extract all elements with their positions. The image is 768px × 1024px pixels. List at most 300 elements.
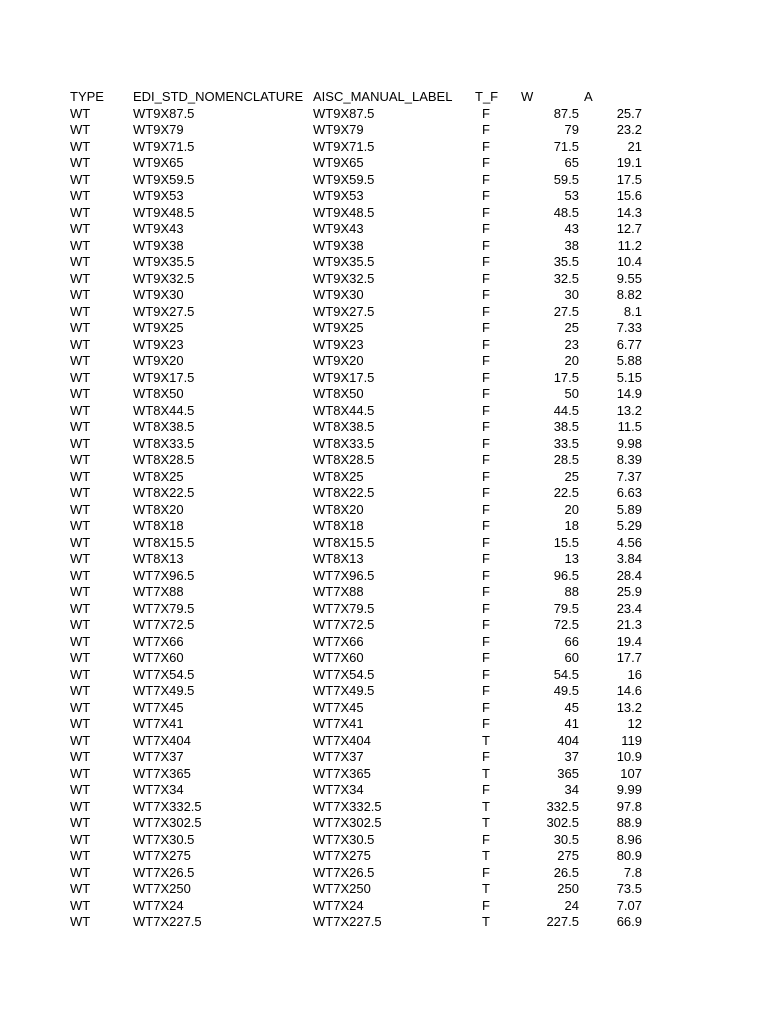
table-row: [0, 320, 768, 337]
cell-aisc-manual-label: WT9X79: [313, 122, 364, 137]
cell-a: 14.3: [616, 204, 642, 220]
table-row: [0, 584, 768, 601]
cell-w: 79.5: [553, 600, 579, 616]
cell-t-f: F: [482, 204, 490, 220]
cell-edi-std-nomenclature: WT8X33.5: [133, 435, 195, 451]
cell-type: WT: [70, 534, 91, 550]
table-row: [0, 502, 768, 519]
cell-type: WT: [70, 914, 91, 929]
table-row: [0, 733, 768, 750]
cell-edi-std-nomenclature: WT9X43: [133, 221, 184, 236]
cell-w: 24: [564, 897, 579, 913]
table-row: [0, 865, 768, 882]
cell-type: WT: [70, 567, 91, 583]
cell-edi-std-nomenclature: WT7X45: [133, 699, 184, 715]
header-edi-std-nomenclature: EDI_STD_NOMENCLATURE: [133, 89, 304, 104]
cell-a: 7.8: [623, 864, 642, 880]
cell-w: 38.5: [553, 419, 579, 434]
cell-a: 19.1: [616, 155, 642, 170]
cell-w: 30.5: [553, 831, 579, 847]
cell-w: 275: [557, 848, 579, 863]
cell-type: WT: [70, 353, 91, 368]
cell-w: 20: [564, 501, 579, 517]
cell-a: 21.3: [616, 617, 642, 632]
cell-type: WT: [70, 782, 91, 797]
cell-t-f: T: [482, 798, 490, 814]
cell-type: WT: [70, 171, 91, 187]
cell-a: 14.9: [616, 386, 642, 401]
cell-w: 32.5: [553, 270, 579, 286]
cell-edi-std-nomenclature: WT7X404: [133, 732, 191, 748]
cell-w: 53: [564, 188, 579, 203]
table-row: [0, 139, 768, 156]
cell-edi-std-nomenclature: WT8X15.5: [133, 534, 195, 550]
cell-t-f: F: [482, 171, 490, 187]
table-row: [0, 634, 768, 651]
table-row: [0, 419, 768, 436]
cell-type: WT: [70, 105, 91, 121]
cell-t-f: F: [482, 287, 490, 302]
cell-t-f: F: [482, 336, 490, 352]
cell-w: 25: [564, 320, 579, 335]
header-a: A: [584, 89, 593, 104]
cell-aisc-manual-label: WT7X41: [313, 716, 364, 731]
cell-t-f: F: [482, 402, 490, 418]
cell-edi-std-nomenclature: WT7X60: [133, 650, 184, 665]
cell-aisc-manual-label: WT7X45: [313, 699, 364, 715]
cell-a: 25.7: [616, 105, 642, 121]
cell-edi-std-nomenclature: WT9X27.5: [133, 303, 195, 319]
cell-edi-std-nomenclature: WT9X79: [133, 122, 184, 137]
cell-aisc-manual-label: WT7X88: [313, 584, 364, 599]
cell-t-f: F: [482, 749, 490, 764]
header-aisc-manual-label: AISC_MANUAL_LABEL: [313, 89, 453, 104]
cell-aisc-manual-label: WT7X72.5: [313, 617, 375, 632]
table-row: [0, 485, 768, 502]
cell-w: 49.5: [553, 683, 579, 698]
cell-aisc-manual-label: WT9X43: [313, 221, 364, 236]
cell-edi-std-nomenclature: WT9X17.5: [133, 369, 195, 385]
cell-a: 23.4: [616, 600, 642, 616]
cell-t-f: F: [482, 122, 490, 137]
table-row: [0, 254, 768, 271]
cell-a: 88.9: [616, 815, 642, 830]
cell-a: 15.6: [616, 188, 642, 203]
table-row: [0, 832, 768, 849]
cell-w: 44.5: [553, 402, 579, 418]
cell-t-f: F: [482, 270, 490, 286]
cell-type: WT: [70, 336, 91, 352]
cell-type: WT: [70, 848, 91, 863]
cell-t-f: F: [482, 782, 490, 797]
cell-aisc-manual-label: WT9X53: [313, 188, 364, 203]
cell-aisc-manual-label: WT8X44.5: [313, 402, 375, 418]
cell-w: 79: [564, 122, 579, 137]
cell-edi-std-nomenclature: WT9X32.5: [133, 270, 195, 286]
cell-type: WT: [70, 188, 91, 203]
cell-w: 18: [564, 518, 579, 533]
cell-a: 13.2: [616, 699, 642, 715]
cell-t-f: F: [482, 221, 490, 236]
cell-a: 73.5: [616, 881, 642, 896]
cell-edi-std-nomenclature: WT9X30: [133, 287, 184, 302]
cell-aisc-manual-label: WT7X365: [313, 765, 371, 781]
cell-w: 87.5: [553, 105, 579, 121]
cell-w: 27.5: [553, 303, 579, 319]
cell-type: WT: [70, 204, 91, 220]
cell-w: 72.5: [553, 617, 579, 632]
cell-a: 66.9: [616, 914, 642, 929]
cell-type: WT: [70, 320, 91, 335]
cell-type: WT: [70, 485, 91, 500]
cell-t-f: F: [482, 633, 490, 649]
cell-aisc-manual-label: WT7X54.5: [313, 666, 375, 682]
cell-t-f: F: [482, 518, 490, 533]
cell-t-f: F: [482, 138, 490, 154]
table-row: [0, 898, 768, 915]
cell-w: 25: [564, 468, 579, 484]
cell-t-f: F: [482, 188, 490, 203]
cell-edi-std-nomenclature: WT7X24: [133, 897, 184, 913]
cell-t-f: F: [482, 320, 490, 335]
cell-type: WT: [70, 402, 91, 418]
table-row: [0, 551, 768, 568]
cell-type: WT: [70, 551, 91, 566]
cell-w: 96.5: [553, 567, 579, 583]
cell-aisc-manual-label: WT7X404: [313, 732, 371, 748]
cell-edi-std-nomenclature: WT8X22.5: [133, 485, 195, 500]
cell-type: WT: [70, 732, 91, 748]
cell-aisc-manual-label: WT9X23: [313, 336, 364, 352]
cell-edi-std-nomenclature: WT7X332.5: [133, 798, 202, 814]
cell-aisc-manual-label: WT8X33.5: [313, 435, 375, 451]
cell-w: 20: [564, 353, 579, 368]
cell-edi-std-nomenclature: WT8X50: [133, 386, 184, 401]
cell-edi-std-nomenclature: WT7X79.5: [133, 600, 195, 616]
cell-a: 10.9: [616, 749, 642, 764]
table-row: [0, 667, 768, 684]
cell-aisc-manual-label: WT9X59.5: [313, 171, 375, 187]
header-t-f: T_F: [475, 89, 499, 104]
cell-w: 28.5: [553, 452, 579, 467]
cell-aisc-manual-label: WT9X48.5: [313, 204, 375, 220]
cell-aisc-manual-label: WT7X30.5: [313, 831, 375, 847]
cell-a: 119: [621, 732, 642, 748]
cell-a: 6.77: [616, 336, 642, 352]
cell-aisc-manual-label: WT9X17.5: [313, 369, 375, 385]
cell-w: 65: [564, 155, 579, 170]
cell-aisc-manual-label: WT7X49.5: [313, 683, 375, 698]
cell-edi-std-nomenclature: WT7X88: [133, 584, 184, 599]
cell-t-f: F: [482, 567, 490, 583]
cell-a: 6.63: [616, 485, 642, 500]
cell-t-f: T: [482, 815, 490, 830]
cell-t-f: F: [482, 303, 490, 319]
cell-aisc-manual-label: WT7X332.5: [313, 798, 382, 814]
cell-t-f: F: [482, 254, 490, 269]
cell-w: 22.5: [553, 485, 579, 500]
cell-type: WT: [70, 518, 91, 533]
cell-w: 365: [557, 765, 579, 781]
cell-edi-std-nomenclature: WT8X13: [133, 551, 184, 566]
cell-a: 5.89: [616, 501, 642, 517]
cell-edi-std-nomenclature: WT7X302.5: [133, 815, 202, 830]
cell-w: 48.5: [553, 204, 579, 220]
cell-type: WT: [70, 419, 91, 434]
cell-a: 17.5: [616, 171, 642, 187]
cell-type: WT: [70, 897, 91, 913]
table-body: [0, 106, 768, 931]
cell-aisc-manual-label: WT8X20: [313, 501, 364, 517]
cell-t-f: T: [482, 914, 490, 929]
cell-a: 10.4: [616, 254, 642, 269]
cell-a: 13.2: [616, 402, 642, 418]
table-row: [0, 716, 768, 733]
cell-edi-std-nomenclature: WT7X72.5: [133, 617, 195, 632]
cell-aisc-manual-label: WT8X50: [313, 386, 364, 401]
cell-type: WT: [70, 452, 91, 467]
table-row: [0, 106, 768, 123]
cell-w: 38: [564, 237, 579, 253]
cell-a: 8.82: [616, 287, 642, 302]
cell-edi-std-nomenclature: WT9X23: [133, 336, 184, 352]
cell-t-f: F: [482, 650, 490, 665]
cell-type: WT: [70, 815, 91, 830]
cell-aisc-manual-label: WT7X96.5: [313, 567, 375, 583]
cell-a: 107: [620, 765, 642, 781]
cell-t-f: F: [482, 237, 490, 253]
cell-edi-std-nomenclature: WT7X275: [133, 848, 191, 863]
cell-t-f: F: [482, 485, 490, 500]
table-row: [0, 848, 768, 865]
cell-a: 4.56: [616, 534, 642, 550]
table-row: [0, 155, 768, 172]
cell-edi-std-nomenclature: WT7X365: [133, 765, 191, 781]
cell-aisc-manual-label: WT9X25: [313, 320, 364, 335]
cell-aisc-manual-label: WT9X30: [313, 287, 364, 302]
cell-type: WT: [70, 617, 91, 632]
cell-type: WT: [70, 155, 91, 170]
cell-w: 404: [557, 732, 579, 748]
cell-edi-std-nomenclature: WT7X49.5: [133, 683, 195, 698]
cell-t-f: F: [482, 534, 490, 550]
cell-t-f: T: [482, 732, 490, 748]
cell-t-f: F: [482, 617, 490, 632]
cell-a: 11.2: [617, 237, 642, 253]
table-row: [0, 188, 768, 205]
cell-edi-std-nomenclature: WT8X44.5: [133, 402, 195, 418]
cell-a: 80.9: [616, 848, 642, 863]
cell-t-f: F: [482, 864, 490, 880]
cell-a: 28.4: [616, 567, 642, 583]
cell-aisc-manual-label: WT7X227.5: [313, 914, 382, 929]
cell-aisc-manual-label: WT8X13: [313, 551, 364, 566]
cell-w: 227.5: [546, 914, 579, 929]
cell-w: 17.5: [553, 369, 579, 385]
cell-w: 37: [564, 749, 579, 764]
cell-w: 332.5: [546, 798, 579, 814]
cell-w: 30: [564, 287, 579, 302]
cell-t-f: F: [482, 831, 490, 847]
cell-type: WT: [70, 881, 91, 896]
cell-edi-std-nomenclature: WT7X227.5: [133, 914, 202, 929]
table-row: [0, 403, 768, 420]
cell-a: 12: [627, 716, 642, 731]
cell-t-f: F: [482, 419, 490, 434]
cell-t-f: F: [482, 699, 490, 715]
cell-edi-std-nomenclature: WT9X25: [133, 320, 184, 335]
cell-t-f: F: [482, 600, 490, 616]
cell-w: 88: [564, 584, 579, 599]
cell-w: 15.5: [553, 534, 579, 550]
cell-t-f: F: [482, 716, 490, 731]
cell-edi-std-nomenclature: WT7X37: [133, 749, 184, 764]
cell-aisc-manual-label: WT7X79.5: [313, 600, 375, 616]
cell-aisc-manual-label: WT9X32.5: [313, 270, 375, 286]
cell-aisc-manual-label: WT7X60: [313, 650, 364, 665]
cell-type: WT: [70, 600, 91, 616]
cell-edi-std-nomenclature: WT8X20: [133, 501, 184, 517]
cell-type: WT: [70, 270, 91, 286]
table-row: [0, 914, 768, 931]
header-type: TYPE: [70, 89, 104, 104]
cell-t-f: F: [482, 105, 490, 121]
table-row: [0, 353, 768, 370]
cell-edi-std-nomenclature: WT9X48.5: [133, 204, 195, 220]
table-row: [0, 304, 768, 321]
cell-edi-std-nomenclature: WT9X65: [133, 155, 184, 170]
table-row: [0, 436, 768, 453]
cell-edi-std-nomenclature: WT7X30.5: [133, 831, 195, 847]
cell-w: 34: [564, 782, 579, 797]
cell-w: 66: [564, 633, 579, 649]
cell-w: 26.5: [553, 864, 579, 880]
cell-t-f: F: [482, 468, 490, 484]
cell-edi-std-nomenclature: WT9X38: [133, 237, 184, 253]
cell-a: 8.1: [623, 303, 642, 319]
table-row: [0, 238, 768, 255]
cell-w: 50: [564, 386, 579, 401]
cell-aisc-manual-label: WT8X15.5: [313, 534, 375, 550]
cell-type: WT: [70, 716, 91, 731]
cell-w: 60: [564, 650, 579, 665]
cell-aisc-manual-label: WT7X24: [313, 897, 364, 913]
cell-t-f: F: [482, 683, 490, 698]
cell-a: 21: [627, 138, 642, 154]
table-row: [0, 568, 768, 585]
cell-t-f: F: [482, 369, 490, 385]
table-row: [0, 617, 768, 634]
table-row: [0, 535, 768, 552]
cell-type: WT: [70, 138, 91, 154]
cell-aisc-manual-label: WT9X38: [313, 237, 364, 253]
cell-aisc-manual-label: WT8X18: [313, 518, 364, 533]
cell-w: 35.5: [553, 254, 579, 269]
cell-a: 19.4: [616, 633, 642, 649]
table-row: [0, 469, 768, 486]
spreadsheet-table: [0, 89, 768, 931]
cell-edi-std-nomenclature: WT9X71.5: [133, 138, 195, 154]
cell-type: WT: [70, 584, 91, 599]
cell-a: 9.99: [616, 782, 642, 797]
cell-edi-std-nomenclature: WT7X34: [133, 782, 184, 797]
table-row: [0, 650, 768, 667]
cell-t-f: F: [482, 897, 490, 913]
cell-type: WT: [70, 765, 91, 781]
cell-aisc-manual-label: WT9X27.5: [313, 303, 375, 319]
cell-t-f: T: [482, 881, 490, 896]
cell-type: WT: [70, 650, 91, 665]
cell-type: WT: [70, 369, 91, 385]
cell-w: 71.5: [553, 138, 579, 154]
cell-aisc-manual-label: WT9X20: [313, 353, 364, 368]
cell-edi-std-nomenclature: WT9X87.5: [133, 105, 195, 121]
cell-t-f: T: [482, 848, 490, 863]
table-row: [0, 782, 768, 799]
cell-a: 23.2: [616, 122, 642, 137]
cell-aisc-manual-label: WT7X66: [313, 633, 364, 649]
table-row: [0, 287, 768, 304]
cell-w: 302.5: [546, 815, 579, 830]
cell-t-f: F: [482, 386, 490, 401]
table-row: [0, 700, 768, 717]
cell-w: 23: [564, 336, 579, 352]
cell-w: 33.5: [553, 435, 579, 451]
cell-edi-std-nomenclature: WT8X18: [133, 518, 184, 533]
table-row: [0, 518, 768, 535]
cell-edi-std-nomenclature: WT7X54.5: [133, 666, 195, 682]
cell-t-f: T: [482, 765, 490, 781]
cell-edi-std-nomenclature: WT7X66: [133, 633, 184, 649]
cell-a: 8.96: [616, 831, 642, 847]
cell-type: WT: [70, 864, 91, 880]
cell-edi-std-nomenclature: WT8X38.5: [133, 419, 195, 434]
cell-t-f: F: [482, 435, 490, 451]
cell-aisc-manual-label: WT7X250: [313, 881, 371, 896]
cell-type: WT: [70, 798, 91, 814]
cell-a: 8.39: [616, 452, 642, 467]
cell-aisc-manual-label: WT7X302.5: [313, 815, 382, 830]
cell-type: WT: [70, 287, 91, 302]
cell-w: 59.5: [553, 171, 579, 187]
cell-type: WT: [70, 254, 91, 269]
cell-type: WT: [70, 303, 91, 319]
cell-t-f: F: [482, 501, 490, 517]
cell-aisc-manual-label: WT8X38.5: [313, 419, 375, 434]
table-row: [0, 370, 768, 387]
cell-a: 7.33: [616, 320, 642, 335]
cell-type: WT: [70, 501, 91, 517]
cell-a: 9.98: [616, 435, 642, 451]
table-row: [0, 172, 768, 189]
cell-edi-std-nomenclature: WT7X26.5: [133, 864, 195, 880]
cell-a: 5.29: [616, 518, 642, 533]
table-row: [0, 881, 768, 898]
cell-aisc-manual-label: WT8X22.5: [313, 485, 375, 500]
cell-w: 54.5: [553, 666, 579, 682]
cell-aisc-manual-label: WT9X35.5: [313, 254, 375, 269]
table-row: [0, 271, 768, 288]
cell-type: WT: [70, 633, 91, 649]
cell-a: 97.8: [616, 798, 642, 814]
table-row: [0, 815, 768, 832]
cell-a: 3.84: [616, 551, 642, 566]
cell-type: WT: [70, 386, 91, 401]
table-row: [0, 749, 768, 766]
cell-w: 13: [564, 551, 579, 566]
cell-aisc-manual-label: WT8X25: [313, 468, 364, 484]
cell-aisc-manual-label: WT7X34: [313, 782, 364, 797]
